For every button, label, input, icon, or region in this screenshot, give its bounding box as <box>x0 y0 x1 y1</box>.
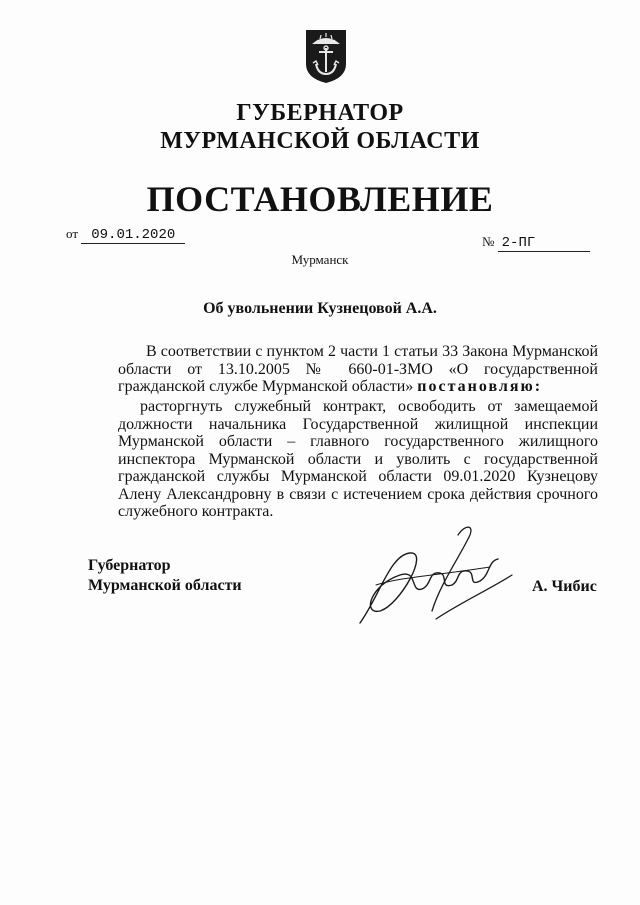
document-date: 09.01.2020 <box>81 227 185 244</box>
document-type-heading: ПОСТАНОВЛЕНИЕ <box>146 179 494 219</box>
body-paragraph-1 <box>118 343 598 396</box>
signatory-name: А. Чибис <box>532 578 597 595</box>
handwritten-signature-icon <box>340 515 520 635</box>
document-number-row <box>482 234 590 252</box>
document-date-row <box>66 226 185 244</box>
number-prefix: № <box>482 234 495 249</box>
document-subject: Об увольнении Кузнецовой А.А. <box>203 300 437 317</box>
document-city: Мурманск <box>291 252 349 267</box>
date-prefix: от <box>66 226 79 241</box>
paragraph-1-text: В соответствии с пунктом 2 части 1 статьи 33 Закона Мурманской области от 13.10.2005 № 660-01-ЗМО «О государственной гражданской службе Мурманской области» <box>118 343 598 395</box>
governor-title-line2: МУРМАНСКОЙ ОБЛАСТИ <box>160 128 480 154</box>
decree-word: постановляю: <box>417 378 543 395</box>
signatory-title-line1: Губернатор <box>88 557 171 574</box>
murmansk-oblast-coat-of-arms-icon <box>304 28 348 84</box>
signatory-title-line2: Мурманской области <box>88 577 242 594</box>
governor-title-line1: ГУБЕРНАТОР <box>236 100 404 126</box>
signatory-title <box>88 556 242 596</box>
document-number: 2-ПГ <box>498 235 590 252</box>
body-paragraph-2: расторгнуть служебный контракт, освободить от замещаемой должности начальника Государственной жилищной инспекции Мурманской области – главного государственного жилищного инспектора Мурманской области и уволить с государственной гражданской службы Мурманской области 09.01.2020 Кузнецову Алену Александровну в связи с истечением срока действия срочного служебного контракта. <box>118 398 598 520</box>
